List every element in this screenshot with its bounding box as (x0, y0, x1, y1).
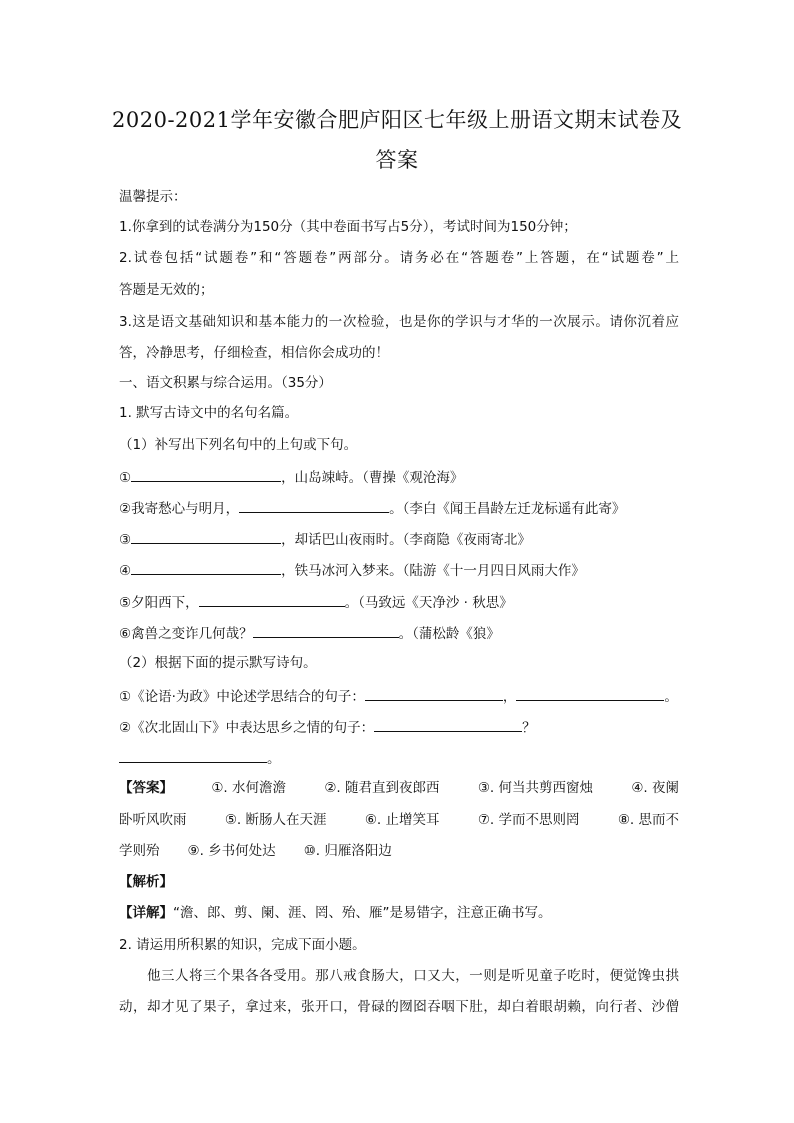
answer-line-2 (119, 811, 679, 829)
answer-item: ①. 水何澹澹 (211, 780, 286, 796)
fill-item-2-prefix: ②我寄愁心与明月， (119, 501, 240, 517)
fill-item-3 (119, 529, 679, 549)
answer-line-1 (119, 779, 679, 797)
answer-label: 【答案】 (119, 780, 173, 796)
answer-item: ⑦. 学而不思则罔 (477, 812, 580, 828)
fill-item-1 (119, 467, 679, 487)
passage-line-2: 动，却才见了果子，拿过来，张开口，骨碌的囫囵吞咽下肚，却白着眼胡赖，向行者、沙僧 (119, 999, 679, 1015)
question-1-part-2: （2）根据下面的提示默写诗句。 (119, 655, 317, 671)
question-1-part-1: （1）补写出下列名句中的上句或下句。 (119, 437, 358, 453)
tips-heading: 温馨提示： (119, 189, 187, 205)
fill-item-5 (119, 592, 679, 612)
prompt-item-2-end: 。 (267, 751, 281, 767)
detail-line (119, 904, 679, 922)
passage-line-1: 他三人将三个果各各受用。那八戒食肠大，口又大，一则是听见童子吃时，便觉馋虫拱 (147, 968, 679, 984)
answer-blank (199, 592, 345, 607)
prompt-item-1-end: 。 (664, 689, 678, 705)
prompt-item-1 (119, 686, 679, 706)
answer-item: 卧听风吹雨 (119, 812, 187, 828)
answer-blank (131, 560, 281, 575)
detail-text: “澹、郎、剪、阑、涯、罔、殆、雁”是易错字，注意正确书写。 (173, 905, 552, 921)
tip-1: 1.你拿到的试卷满分为150分（其中卷面书写占5分），考试时间为150分钟； (119, 219, 577, 235)
prompt-item-1-comma: ， (502, 689, 517, 705)
answer-item: ④. 夜阑 (631, 780, 679, 796)
prompt-item-2-continued (119, 748, 679, 768)
answer-item: ⑤. 断肠人在天涯 (224, 812, 327, 828)
answer-item: ⑥. 止增笑耳 (364, 812, 440, 828)
fill-item-4-prefix: ④ (119, 563, 132, 579)
answer-blank (131, 467, 281, 482)
fill-item-4 (119, 560, 679, 580)
answer-blank (516, 686, 664, 701)
section-1-heading: 一、语文积累与综合运用。（35分） (119, 375, 332, 391)
answer-blank (253, 623, 399, 638)
fill-item-6-prefix: ⑥禽兽之变诈几何哉？ (119, 626, 253, 642)
tip-2-line-1: 2.试卷包括“试题卷”和“答题卷”两部分。请务必在“答题卷”上答题，在“试题卷”上 (119, 250, 679, 266)
answer-item: ②. 随君直到夜郎西 (324, 780, 440, 796)
prompt-item-1-prefix: ①《论语·为政》中论述学思结合的句子： (119, 689, 365, 705)
answer-blank (365, 686, 503, 701)
title-line-1: 2020-2021学年安徽合肥庐阳区七年级上册语文期末试卷及 (112, 108, 682, 132)
fill-item-2 (119, 498, 679, 518)
answer-blank (374, 717, 522, 732)
question-2: 2. 请运用所积累的知识，完成下面小题。 (119, 937, 366, 953)
detail-label: 【详解】 (119, 905, 173, 921)
answer-item: 学则殆 (119, 843, 160, 859)
fill-item-6-suffix: 。（蒲松龄《狼》 (398, 626, 500, 642)
answer-line-3 (119, 842, 679, 860)
fill-item-1-suffix: ，山岛竦峙。（曹操《观沧海》 (281, 470, 464, 486)
answer-item: ⑨. 乡书何处达 (187, 843, 276, 859)
answer-blank (131, 529, 281, 544)
prompt-item-2-question: ？ (522, 720, 536, 736)
tip-2-line-2: 答题是无效的； (119, 282, 214, 298)
prompt-item-2 (119, 717, 679, 737)
answer-item: ⑧. 思而不 (617, 812, 679, 828)
question-1: 1. 默写古诗文中的名句名篇。 (119, 405, 299, 421)
fill-item-3-prefix: ③ (119, 532, 132, 548)
fill-item-6 (119, 623, 679, 643)
fill-item-3-suffix: ，却话巴山夜雨时。（李商隐《夜雨寄北》 (281, 532, 531, 548)
title-line-2: 答案 (375, 148, 419, 172)
answer-item: ③. 何当共剪西窗烛 (477, 780, 593, 796)
tip-3-line-1: 3.这是语文基础知识和基本能力的一次检验，也是你的学识与才华的一次展示。请你沉着应 (119, 314, 679, 330)
fill-item-2-suffix: 。（李白《闻王昌龄左迁龙标遥有此寄》 (389, 501, 626, 517)
fill-item-5-prefix: ⑤夕阳西下， (119, 595, 199, 611)
analysis-label: 【解析】 (119, 874, 173, 890)
fill-item-4-suffix: ，铁马冰河入梦来。（陆游《十一月四日风雨大作》 (281, 563, 585, 579)
tip-3-line-2: 答，冷静思考，仔细检查，相信你会成功的！ (119, 345, 389, 361)
fill-item-1-prefix: ① (119, 470, 132, 486)
prompt-item-2-prefix: ②《次北固山下》中表达思乡之情的句子： (119, 720, 375, 736)
answer-blank (239, 498, 389, 513)
answer-item: ⑩. 归雁洛阳边 (303, 843, 392, 859)
fill-item-5-suffix: 。（马致远《天净沙 · 秋思》 (344, 595, 513, 611)
answer-blank (119, 748, 267, 763)
